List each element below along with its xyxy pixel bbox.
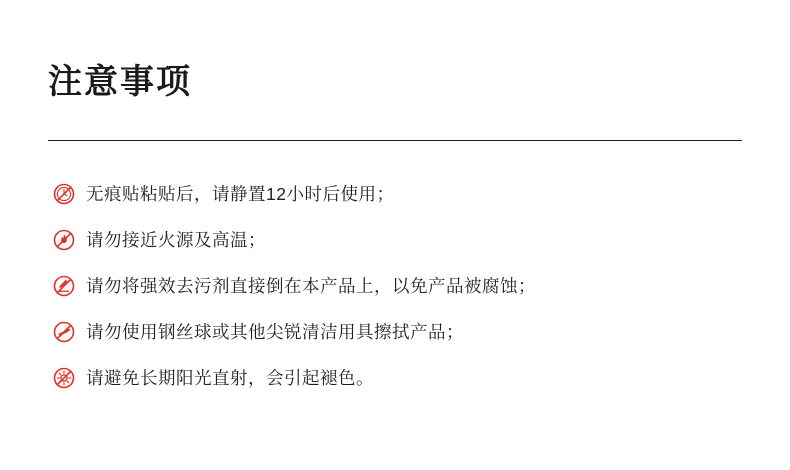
note-text: 请勿使用钢丝球或其他尖锐清洁用具擦拭产品； — [86, 322, 464, 342]
title-divider — [48, 140, 742, 141]
no-sunlight-icon — [52, 366, 76, 390]
note-text: 请勿将强效去污剂直接倒在本产品上，以免产品被腐蚀； — [86, 276, 536, 296]
list-item — [52, 182, 752, 206]
list-item — [52, 366, 752, 390]
note-text: 请避免长期阳光直射，会引起褪色。 — [86, 368, 374, 388]
no-clock-icon — [52, 182, 76, 206]
page-title: 注意事项 — [48, 63, 192, 101]
notes-list — [52, 182, 752, 390]
no-fire-icon — [52, 228, 76, 252]
no-steel-wool-icon — [52, 320, 76, 344]
note-text: 请勿接近火源及高温； — [86, 230, 266, 250]
list-item — [52, 228, 752, 252]
list-item — [52, 320, 752, 344]
no-detergent-icon — [52, 274, 76, 298]
list-item — [52, 274, 752, 298]
note-text: 无痕贴粘贴后，请静置12小时后使用； — [86, 184, 395, 204]
